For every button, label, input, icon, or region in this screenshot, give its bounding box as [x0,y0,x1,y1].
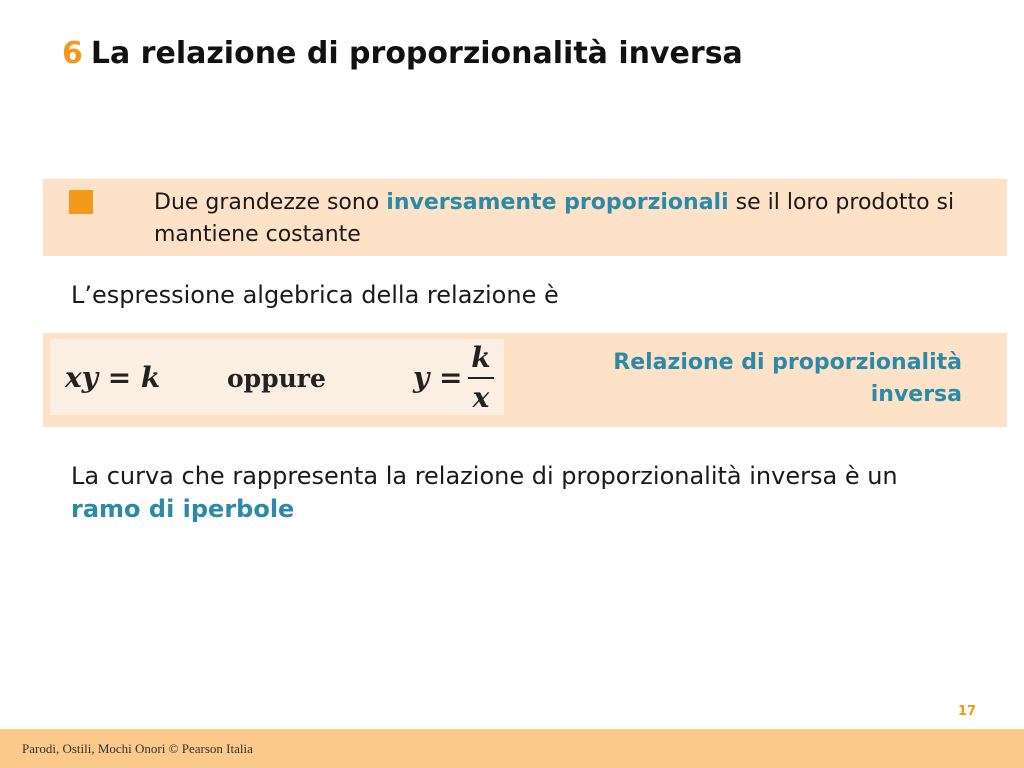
curve-text [71,460,951,526]
formula-fraction [468,339,494,415]
definition-text-after: se il loro prodotto si mantiene costante [154,190,955,247]
curve-highlight: ramo di iperbole [71,495,295,523]
square-bullet-icon [69,190,93,214]
definition-box [43,179,1007,256]
definition-highlight: inversamente proporzionali [386,190,729,215]
relation-label: Relazione di proporzionalità inversa [613,350,962,407]
title-text: La relazione di proporzionalità inversa [90,36,743,71]
footer-credit: Parodi, Ostili, Mochi Onori © Pearson Italia [22,741,253,756]
definition-text-before: Due grandezze sono [154,190,387,215]
slide-title [62,36,743,71]
expression-intro: L’espressione algebrica della relazione è [71,281,559,309]
definition-text [154,187,974,251]
formula-connector: oppure [227,364,326,393]
fraction-bar [468,377,494,379]
formula-panel [50,339,504,415]
formula-box [43,333,1007,427]
footer-bar [0,729,1024,768]
page-number: 17 [958,704,977,719]
formula-y-equals: y = [413,361,463,394]
fraction-numerator: k [471,341,491,374]
fraction-denominator: x [472,381,490,414]
section-number: 6 [62,36,83,71]
curve-text-before: La curva che rappresenta la relazione di proporzionalità inversa è un [71,462,898,490]
formula-product: xy = k [65,361,161,394]
